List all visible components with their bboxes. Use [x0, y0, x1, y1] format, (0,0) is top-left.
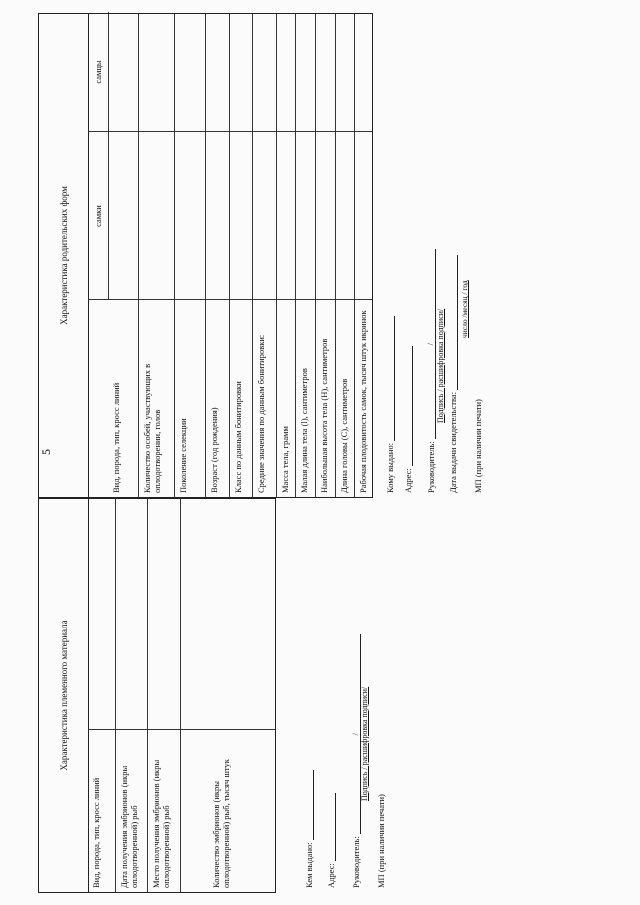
table-row	[181, 499, 277, 892]
page-number: 5	[39, 449, 53, 455]
stamp-note: МП (при наличии печати)	[376, 794, 386, 888]
recipient-address-line	[403, 346, 413, 493]
female-column-header: самки	[88, 132, 109, 300]
issuer-label: Кем выдано:	[304, 842, 314, 888]
issue-date-line	[448, 255, 458, 493]
address-line	[326, 793, 336, 888]
table-row	[253, 14, 277, 497]
row-label: Рабочая плодовитость самок, тысяч штук икринок	[358, 310, 368, 493]
row-label: Класс по данным бонитировки	[233, 381, 243, 493]
blank-line	[335, 793, 336, 861]
recipient-head-line	[425, 249, 436, 493]
head-label: Руководитель:	[351, 836, 361, 888]
parental-forms-header: Характеристика родительских форм	[39, 14, 89, 497]
issuer-line	[304, 770, 314, 888]
row-label: Вид, порода, тип, кросс линий	[91, 777, 101, 888]
date-format-note: число /месяц / год	[460, 280, 469, 338]
signature-note: Подпись / расшифровка подписи/	[436, 308, 445, 423]
male-column-header: самцы	[88, 12, 109, 132]
row-label: Дата получения эмбрионов (икры оплодотворенной) рыб	[119, 765, 139, 888]
rotated-content	[38, 13, 483, 893]
row-label: Поколение селекции	[178, 418, 188, 493]
blank-line	[313, 770, 314, 840]
signature-note: Подпись / расшифровка подписи/	[360, 686, 369, 801]
row-label: Количество особей, участвующих в оплодотворении, голов	[142, 363, 162, 493]
breeding-material-table	[38, 498, 276, 893]
address-label: Адрес:	[403, 468, 413, 493]
recipient-label: Кому выдано:	[385, 442, 395, 493]
blank-line	[394, 316, 395, 441]
row-label: Вид, порода, тип, кросс линий	[111, 382, 121, 493]
table-row	[175, 14, 206, 497]
row-label: Длина головы (C), сантиметров	[339, 378, 349, 493]
table-row	[139, 14, 175, 497]
stamp-note: МП (при наличии печати)	[473, 399, 483, 493]
row-label: Количество эмбрионов (икры оплодотворенной) рыб, тысяч штук	[211, 759, 231, 888]
row-label: Возраст (год рождения)	[209, 407, 219, 493]
blank-line	[457, 255, 458, 390]
table-row	[296, 14, 316, 497]
table-row	[148, 499, 181, 892]
table-row	[230, 14, 253, 497]
table-row	[316, 14, 336, 497]
signature-line: /	[350, 634, 361, 834]
table-row	[277, 14, 296, 497]
row-label: Масса тела, грамм	[280, 426, 290, 493]
issue-date-label: Дата выдачи свидетельства:	[448, 391, 458, 493]
head-label: Руководитель:	[426, 441, 436, 493]
table-row	[336, 14, 355, 497]
row-label: Наибольшая высота тела (H), сантиметров	[319, 338, 329, 493]
table-row	[206, 14, 230, 497]
table-row	[88, 499, 116, 892]
table-row	[355, 14, 374, 497]
row-label: Место получения эмбрионов (икры оплодотворенной) рыб	[151, 759, 171, 888]
table-row	[116, 499, 148, 892]
breeding-material-header: Характеристика племенного материала	[39, 499, 89, 892]
blank-line	[412, 346, 413, 466]
row-label: Средние значения по данным бонитировки:	[256, 334, 266, 493]
row-label: Малая длина тела (l), сантиметров	[299, 368, 309, 493]
recipient-line	[385, 316, 395, 493]
address-label: Адрес:	[326, 863, 336, 888]
parental-forms-table	[38, 13, 373, 498]
table-row	[108, 14, 139, 497]
signature-line: /	[425, 249, 436, 439]
